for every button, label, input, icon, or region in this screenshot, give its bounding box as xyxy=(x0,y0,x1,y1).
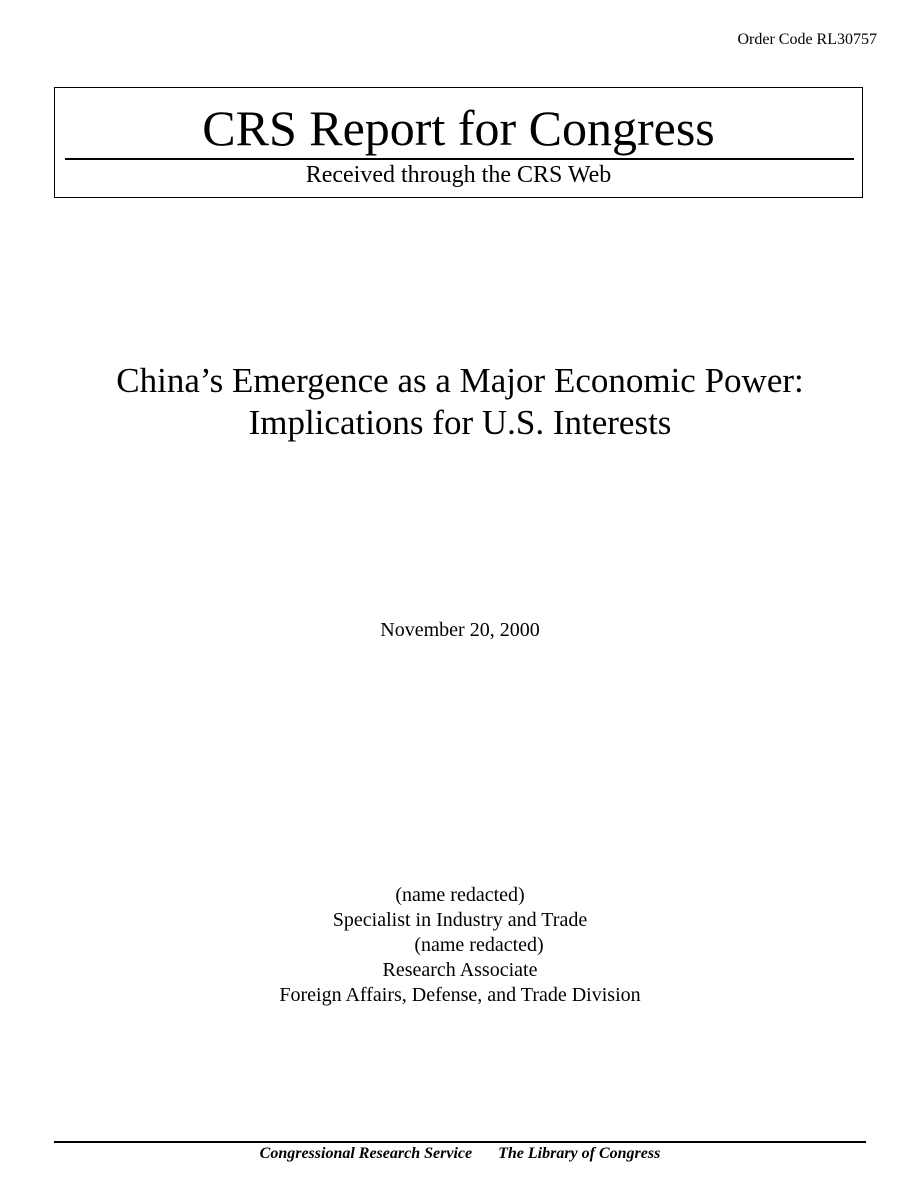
footer-library: The Library of Congress xyxy=(498,1145,661,1162)
author-division: Foreign Affairs, Defense, and Trade Division xyxy=(279,984,641,1006)
report-title xyxy=(0,360,920,444)
footer-crs: Congressional Research Service xyxy=(259,1145,473,1162)
header-title: CRS Report for Congress xyxy=(202,100,715,156)
author-name-2: (name redacted) xyxy=(414,934,544,956)
report-date: November 20, 2000 xyxy=(380,619,540,641)
header-subtitle: Received through the CRS Web xyxy=(305,162,612,188)
order-code: Order Code RL30757 xyxy=(737,31,877,48)
author-title-1: Specialist in Industry and Trade xyxy=(332,909,588,931)
footer-divider xyxy=(54,1141,866,1143)
author-title-2: Research Associate xyxy=(382,959,538,981)
author-block xyxy=(0,883,920,1008)
footer xyxy=(0,1144,920,1164)
report-title-line-1: China’s Emergence as a Major Economic Power: xyxy=(116,361,804,400)
author-name-1: (name redacted) xyxy=(395,884,525,906)
report-header-box xyxy=(54,87,863,198)
report-title-line-2: Implications for U.S. Interests xyxy=(248,403,672,442)
